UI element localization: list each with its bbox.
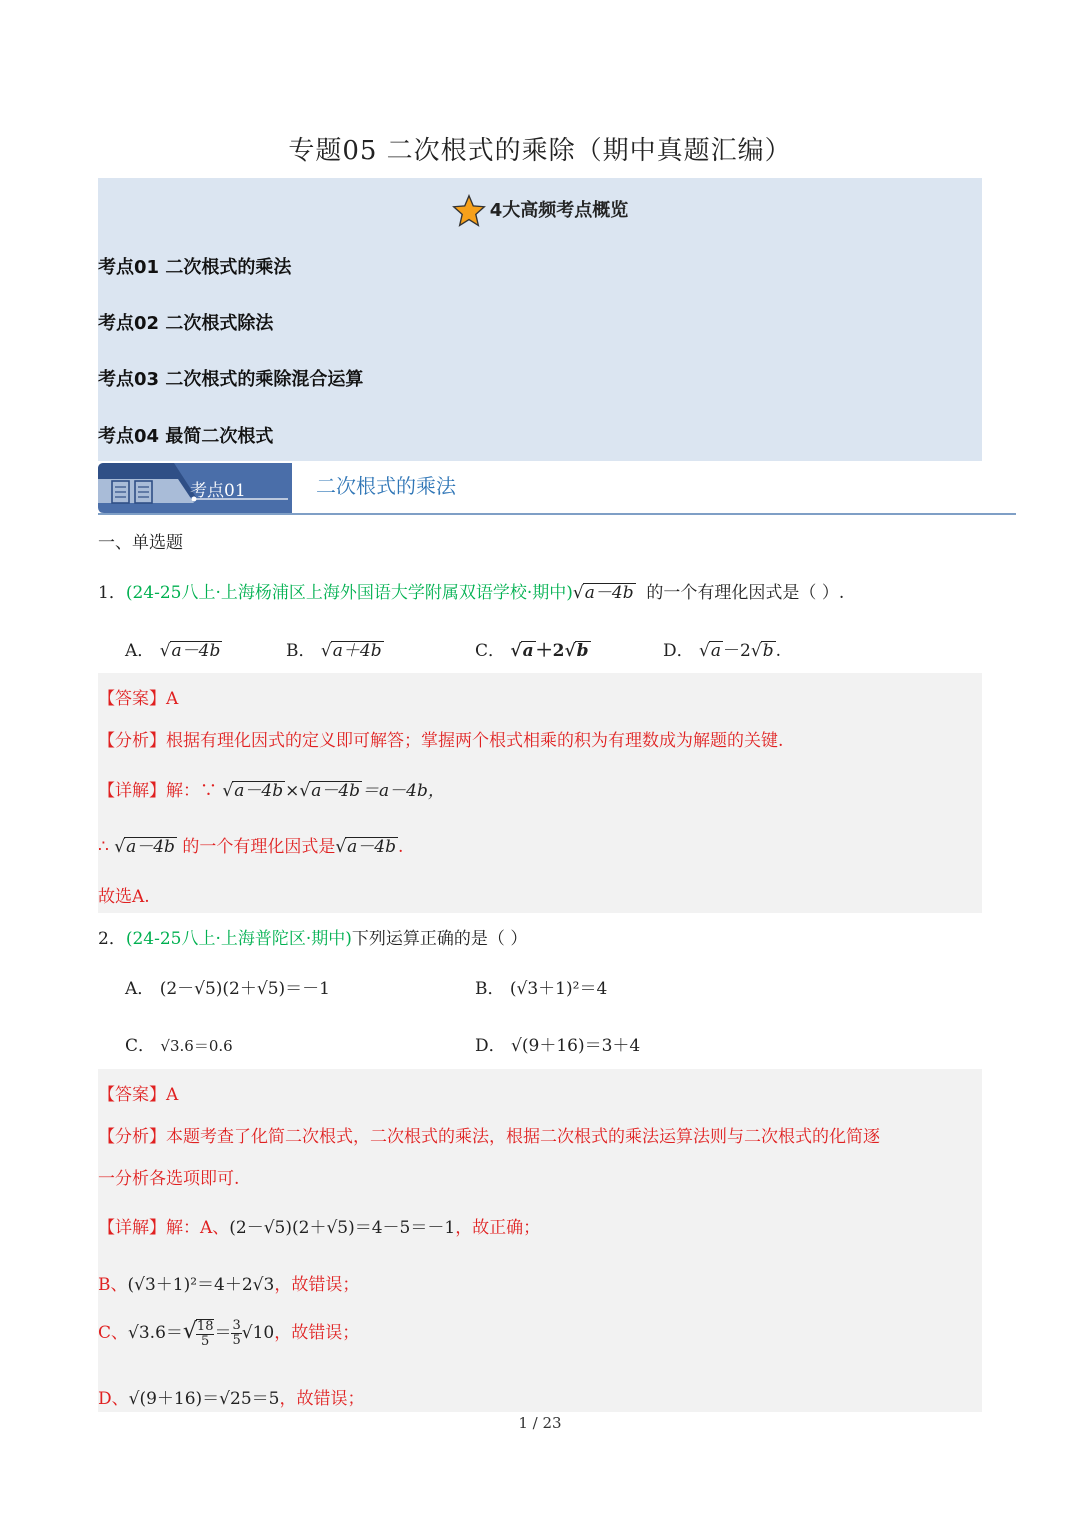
q2-option-c-label: C．	[125, 1036, 156, 1056]
q1-choose: 故选A.	[98, 887, 150, 907]
q1-option-d: D． √a －2√b .	[663, 641, 781, 661]
q1-option-c-label: C．	[475, 641, 506, 661]
q1-option-d-rad1: a	[710, 641, 722, 661]
q2-detail-c-expr1: √3.6＝	[128, 1323, 183, 1343]
q2-stem	[98, 924, 527, 949]
q1-detail: 【详解】解：∵ √a－4b ×√a－4b ＝a－4b，	[98, 781, 445, 801]
q1-radicand: a－4b	[584, 583, 634, 603]
q1-option-d-label: D．	[663, 641, 694, 661]
q1-therefore-sign: ∴	[98, 837, 115, 857]
q2-analysis-line2: 一分析各选项即可.	[98, 1169, 240, 1189]
q2-number: 2．	[98, 929, 126, 949]
q2-option-d	[475, 1031, 640, 1056]
q2-answer: 【答案】A	[98, 1085, 179, 1105]
q1-stem-tail: 的一个有理化因式是（ ）.	[646, 583, 845, 603]
overview-heading	[98, 194, 982, 228]
q2-detail-a	[98, 1213, 540, 1238]
q1-detail-eq: ＝a－4b，	[362, 781, 445, 801]
q2-detail-b	[98, 1270, 359, 1295]
q1-therefore-end: .	[398, 837, 404, 857]
q1-number: 1．	[98, 583, 126, 603]
star-icon	[452, 194, 486, 228]
part-heading: 一、单选题	[98, 533, 183, 553]
q1-option-b-expr: a＋4b	[332, 641, 382, 661]
q2-option-b	[475, 974, 607, 999]
q2-detail-c-eq: ＝	[214, 1323, 232, 1343]
page-number: 1 / 23	[518, 1414, 562, 1432]
section-title: 二次根式的乘法	[316, 474, 456, 498]
q2-option-a-expr: (2－√5)(2＋√5)＝－1	[159, 979, 330, 999]
section-divider	[98, 513, 1016, 515]
q2-answer-box	[98, 1069, 982, 1412]
q1-option-d-rad2: b	[762, 641, 774, 661]
q2-detail-b-end: ，故错误；	[274, 1275, 360, 1295]
q2-option-d-expr: √(9＋16)＝3＋4	[511, 1036, 641, 1056]
q1-option-c-rad1: a	[522, 641, 534, 661]
q2-option-b-label: B．	[475, 979, 505, 999]
q1-answer: 【答案】A	[98, 689, 179, 709]
q1-therefore-rad1: a－4b	[126, 837, 175, 857]
q2-option-a	[125, 974, 330, 999]
q2-option-c-expr: √3.6＝0.6	[160, 1037, 233, 1055]
q2-detail-d	[98, 1384, 364, 1409]
q1-therefore-mid: 的一个有理化因式是	[176, 837, 336, 857]
q2-stem-text: 下列运算正确的是（ ）	[351, 929, 528, 949]
q1-option-c-rad2: b	[576, 641, 589, 661]
overview-item-3: 考点03 二次根式的乘除混合运算	[98, 369, 364, 390]
q1-option-c-mid: ＋2	[535, 641, 565, 661]
q2-detail-c-den: 5	[201, 1333, 210, 1349]
overview-item-4: 考点04 最简二次根式	[98, 426, 274, 447]
q1-detail-rad1: a－4b	[234, 781, 284, 801]
q2-detail-c-rad: √10	[241, 1323, 275, 1343]
q2-detail-d-expr: √(9＋16)＝√25＝5	[128, 1389, 280, 1409]
q1-therefore: ∴ √a－4b 的一个有理化因式是√a－4b .	[98, 837, 404, 857]
q1-detail-rad2: a－4b	[311, 781, 361, 801]
q1-detail-label: 【详解】解：∵	[98, 781, 223, 801]
overview-box	[98, 178, 982, 461]
q1-source: (24-25八上·上海杨浦区上海外国语大学附属双语学校·期中)	[125, 583, 573, 603]
q1-option-d-end: .	[775, 641, 781, 661]
q1-option-a-label: A．	[125, 641, 155, 661]
q1-option-b-label: B．	[286, 641, 316, 661]
q2-option-d-label: D．	[475, 1036, 506, 1056]
q2-source: (24-25八上·上海普陀区·期中)	[125, 929, 352, 949]
q1-option-a-expr: a－4b	[171, 641, 221, 661]
section-tab-label: 考点01	[190, 481, 246, 501]
q2-option-a-label: A．	[125, 979, 155, 999]
q2-detail-b-label: B、	[98, 1275, 128, 1295]
q1-option-a: A． √a－4b	[125, 641, 221, 661]
q2-detail-a-expr: (2－√5)(2＋√5)＝4－5＝－1	[229, 1218, 456, 1238]
q2-detail-a-end: ，故正确；	[455, 1218, 541, 1238]
q1-detail-times: ×	[285, 781, 300, 801]
overview-item-1: 考点01 二次根式的乘法	[98, 257, 292, 278]
q1-option-b: B． √a＋4b	[286, 641, 382, 661]
q2-detail-c-num: 18	[196, 1318, 214, 1334]
q1-analysis: 【分析】根据有理化因式的定义即可解答；掌握两个根式相乘的积为有理数成为解题的关键.	[98, 731, 784, 751]
q2-detail-c: C、√3.6＝√ $\frac{18}{5}$ ＝ $\frac{3}{5}$ √10，故错误；	[98, 1318, 360, 1349]
q2-analysis-line1: 【分析】本题考查了化简二次根式，二次根式的乘法，根据二次根式的乘法运算法则与二次根式的化简逐	[98, 1127, 880, 1147]
q2-detail-b-expr: (√3＋1)²＝4＋2√3	[127, 1275, 275, 1295]
q1-option-c: C． √a ＋2√b	[475, 641, 589, 661]
q1-option-d-mid: －2	[723, 641, 751, 661]
q2-detail-d-end: ，故错误；	[279, 1389, 365, 1409]
overview-heading-text: 4大高频考点概览	[489, 200, 629, 221]
q1-therefore-rad2: a－4b	[347, 837, 397, 857]
overview-item-2: 考点02 二次根式除法	[98, 313, 274, 334]
q2-option-c	[125, 1031, 233, 1056]
q2-detail-c-end: ，故错误；	[274, 1323, 360, 1343]
q2-detail-d-label: D、	[98, 1389, 129, 1409]
q2-detail-c-fden: 5	[232, 1333, 241, 1348]
q2-option-b-expr: (√3＋1)²＝4	[509, 979, 608, 999]
q1-stem: 1．(24-25八上·上海杨浦区上海外国语大学附属双语学校·期中)√a－4b 的一个有理化因式是（ ）.	[98, 583, 845, 603]
q2-detail-c-fnum: 3	[232, 1318, 241, 1334]
q2-detail-c-label: C、	[98, 1323, 129, 1343]
page-title: 专题05 二次根式的乘除（期中真题汇编）	[288, 136, 792, 166]
q2-detail-a-label: 【详解】解：A、	[98, 1218, 230, 1238]
